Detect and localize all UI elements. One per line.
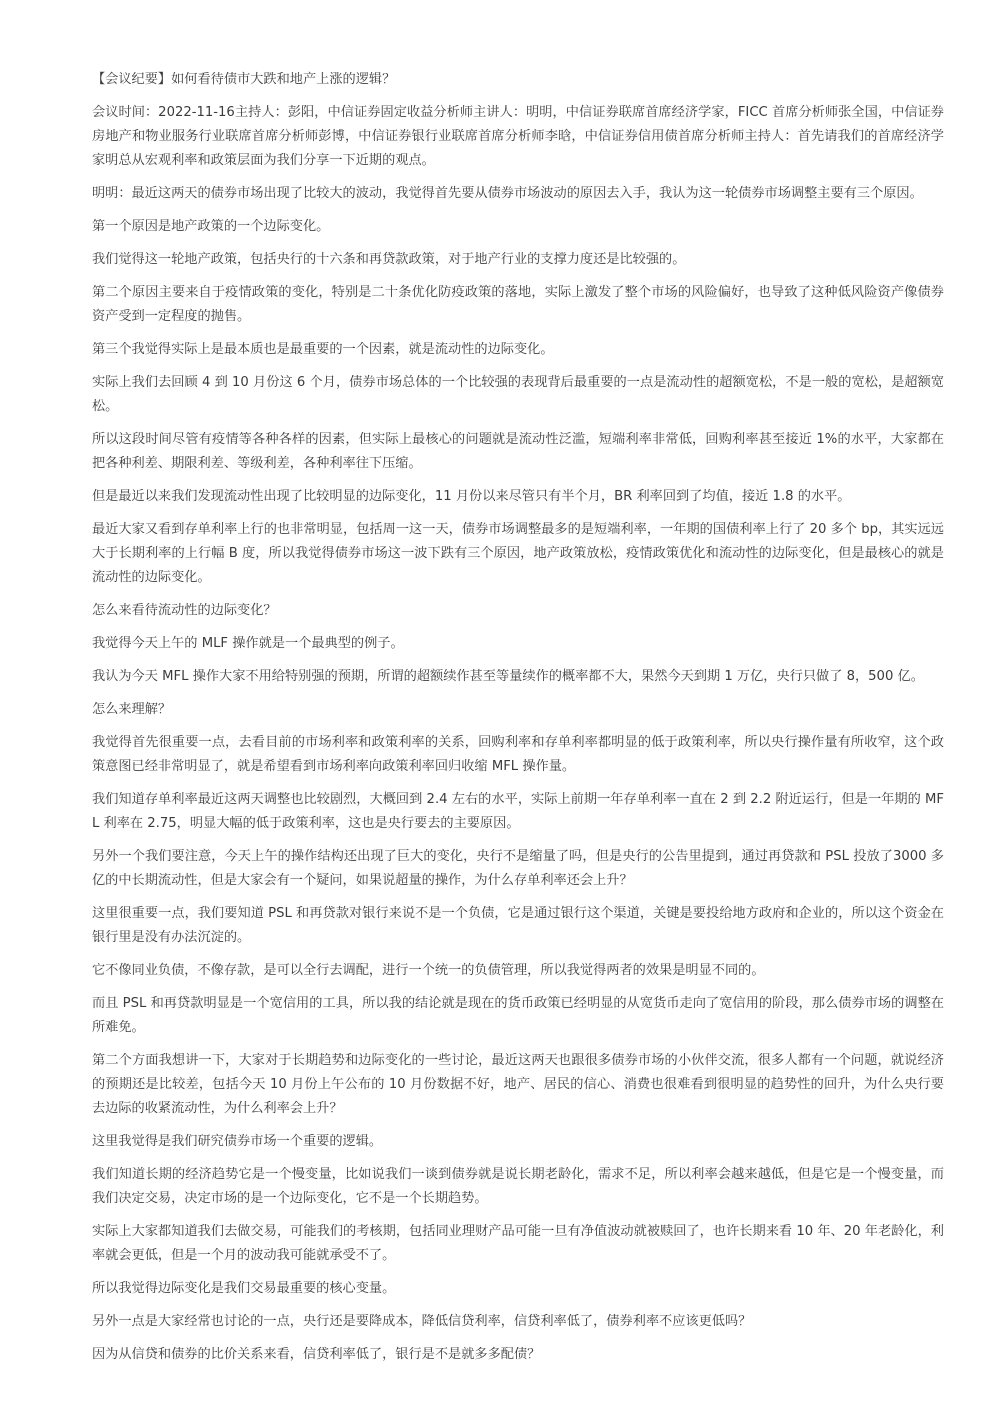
paragraph: 我们知道长期的经济趋势它是一个慢变量，比如说我们一谈到债券就是说长期老龄化，需求不足，所以利率会越来越低，但是它是一个慢变量，而我们决定交易，决定市场的是一个边际变化，它不是一个长期趋势。 xyxy=(92,1167,944,1206)
paragraph: 怎么来看待流动性的边际变化？ xyxy=(92,603,277,618)
paragraph: 实际上大家都知道我们去做交易，可能我们的考核期，包括同业理财产品可能一旦有净值波动就被赎回了，也许长期来看 10 年、20 年老龄化，利率就会更低，但是一个月的波动我可能就承受不了。 xyxy=(92,1224,944,1263)
paragraph: 另外一点是大家经常也讨论的一点，央行还是要降成本，降低信贷利率，信贷利率低了，债券利率不应该更低吗？ xyxy=(92,1314,752,1329)
document-title: 【会议纪要】如何看待债市大跌和地产上涨的逻辑？ xyxy=(92,72,396,87)
paragraph: 我觉得首先很重要一点，去看目前的市场利率和政策利率的关系，回购利率和存单利率都明显的低于政策利率，所以央行操作量有所收窄，这个政策意图已经非常明显了，就是希望看到市场利率向政策利率回归收缩 MFL 操作量。 xyxy=(92,735,944,774)
paragraph: 怎么来理解？ xyxy=(92,702,172,717)
paragraph: 所以我觉得边际变化是我们交易最重要的核心变量。 xyxy=(92,1281,396,1296)
paragraph: 第二个方面我想讲一下，大家对于长期趋势和边际变化的一些讨论，最近这两天也跟很多债券市场的小伙伴交流，很多人都有一个问题，就说经济的预期还是比较差，包括今天 10 月份上午公布的 10 月份数据不好，地产、居民的信心、消费也很难看到很明显的趋势性的回升，为什么央行要去边际的收紧流动性，为什么利率会上升？ xyxy=(92,1053,944,1116)
paragraph: 所以这段时间尽管有疫情等各种各样的因素，但实际上最核心的问题就是流动性泛滥，短端利率非常低，回购利率甚至接近 1%的水平，大家都在把各种利差、期限利差、等级利差，各种利率往下压缩。 xyxy=(92,432,944,471)
paragraph: 第三个我觉得实际上是最本质也是最重要的一个因素，就是流动性的边际变化。 xyxy=(92,342,554,357)
paragraph: 这里我觉得是我们研究债券市场一个重要的逻辑。 xyxy=(92,1134,383,1149)
paragraph: 我认为今天 MFL 操作大家不用给特别强的预期，所谓的超额续作甚至等量续作的概率都不大，果然今天到期 1 万亿，央行只做了 8，500 亿。 xyxy=(92,669,924,684)
paragraph: 明明：最近这两天的债券市场出现了比较大的波动，我觉得首先要从债券市场波动的原因去入手，我认为这一轮债券市场调整主要有三个原因。 xyxy=(92,186,923,201)
paragraph: 但是最近以来我们发现流动性出现了比较明显的边际变化，11 月份以来尽管只有半个月，BR 利率回到了均值，接近 1.8 的水平。 xyxy=(92,489,851,504)
paragraph: 实际上我们去回顾 4 到 10 月份这 6 个月，债券市场总体的一个比较强的表现背后最重要的一点是流动性的超额宽松，不是一般的宽松，是超额宽松。 xyxy=(92,375,944,414)
paragraph: 最近大家又看到存单利率上行的也非常明显，包括周一这一天，债券市场调整最多的是短端利率，一年期的国债利率上行了 20 多个 bp，其实远远大于长期利率的上行幅 B 度，所以我觉得债券市场这一波下跌有三个原因，地产政策放松，疫情政策优化和流动性的边际变化，但是最核心的就是流动性的边际变化。 xyxy=(92,522,944,585)
paragraph: 我觉得今天上午的 MLF 操作就是一个最典型的例子。 xyxy=(92,636,404,651)
paragraph: 我们觉得这一轮地产政策，包括央行的十六条和再贷款政策，对于地产行业的支撑力度还是比较强的。 xyxy=(92,252,686,267)
document-body xyxy=(92,68,944,1376)
paragraph: 会议时间：2022-11-16主持人：彭阳，中信证券固定收益分析师主讲人：明明，中信证券联席首席经济学家，FICC 首席分析师张全国，中信证券房地产和物业服务行业联席首席分析师彭博，中信证券银行业联席首席分析师李晗，中信证券信用债首席分析师主持人：首先请我们的首席经济学家明总从宏观利率和政策层面为我们分享一下近期的观点。 xyxy=(92,105,944,168)
paragraph: 第一个原因是地产政策的一个边际变化。 xyxy=(92,219,330,234)
paragraph: 它不像同业负债，不像存款，是可以全行去调配，进行一个统一的负债管理，所以我觉得两者的效果是明显不同的。 xyxy=(92,963,765,978)
paragraph: 而且 PSL 和再贷款明显是一个宽信用的工具，所以我的结论就是现在的货币政策已经明显的从宽货币走向了宽信用的阶段，那么债券市场的调整在所难免。 xyxy=(92,996,944,1035)
paragraph: 第二个原因主要来自于疫情政策的变化，特别是二十条优化防疫政策的落地，实际上激发了整个市场的风险偏好，也导致了这种低风险资产像债券资产受到一定程度的抛售。 xyxy=(92,285,944,324)
paragraph: 另外一个我们要注意，今天上午的操作结构还出现了巨大的变化，央行不是缩量了吗，但是央行的公告里提到，通过再贷款和 PSL 投放了3000 多亿的中长期流动性，但是大家会有一个疑问，如果说超量的操作，为什么存单利率还会上升？ xyxy=(92,849,944,888)
paragraph: 我们知道存单利率最近这两天调整也比较剧烈，大概回到 2.4 左右的水平，实际上前期一年存单利率一直在 2 到 2.2 附近运行，但是一年期的 MFL 利率在 2.75，明显大幅的低于政策利率，这也是央行要去的主要原因。 xyxy=(92,792,944,831)
paragraph: 因为从信贷和债券的比价关系来看，信贷利率低了，银行是不是就多多配债？ xyxy=(92,1347,541,1362)
paragraph: 这里很重要一点，我们要知道 PSL 和再贷款对银行来说不是一个负债，它是通过银行这个渠道，关键是要投给地方政府和企业的，所以这个资金在银行里是没有办法沉淀的。 xyxy=(92,906,944,945)
